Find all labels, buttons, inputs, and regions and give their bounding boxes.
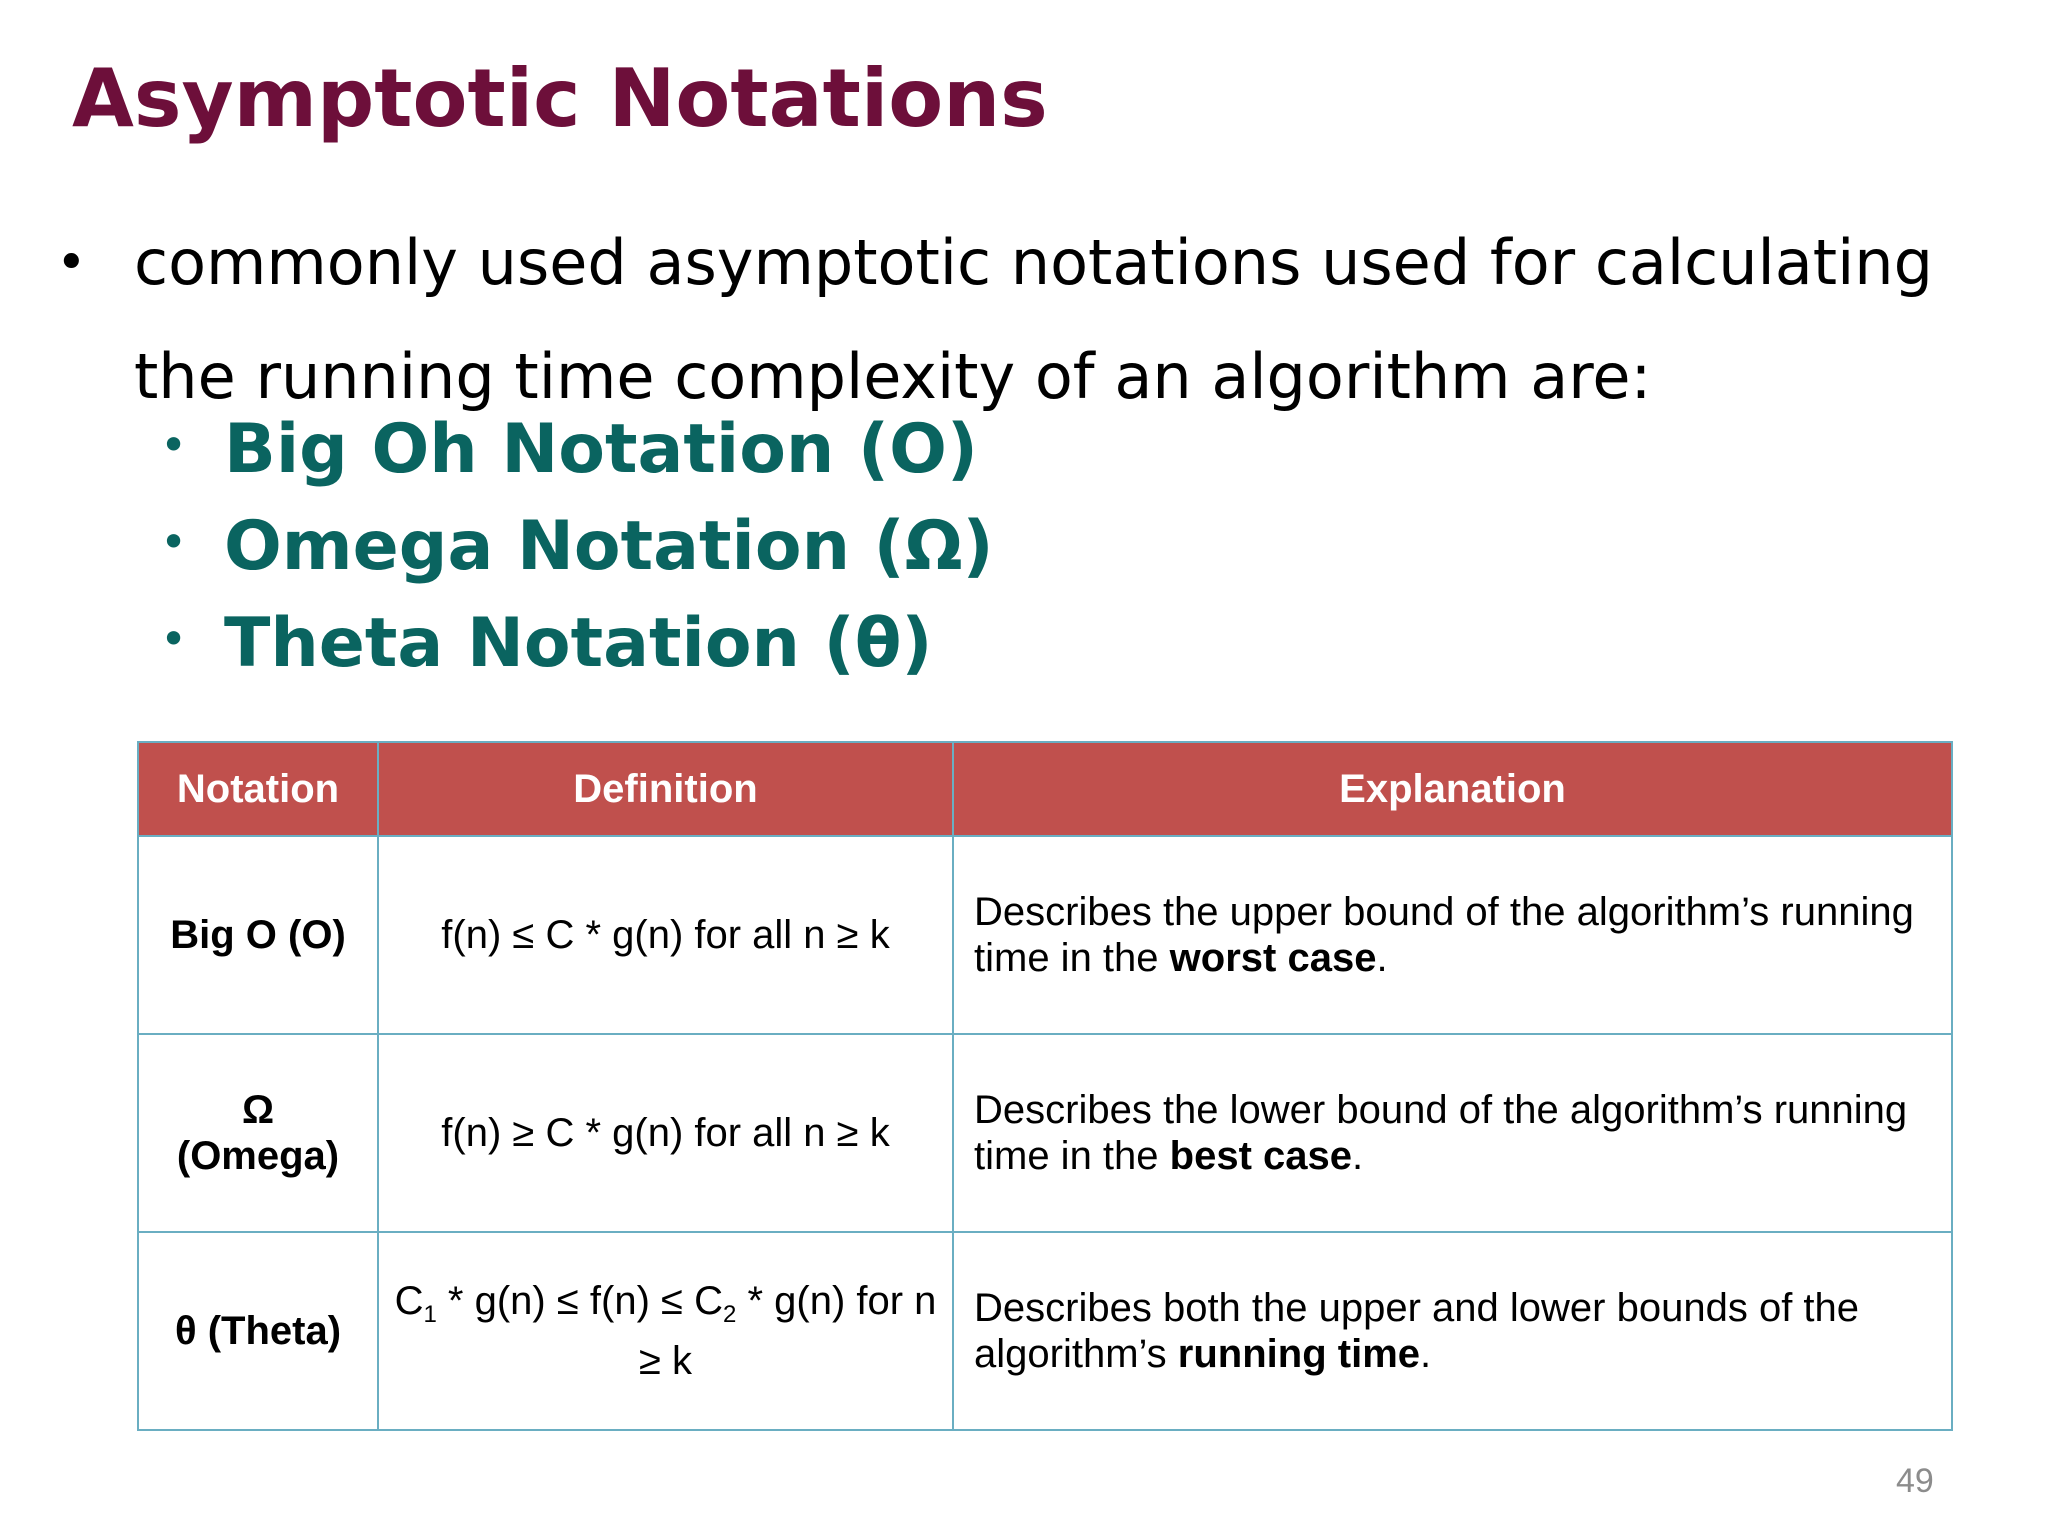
explanation-cell	[953, 836, 1952, 1034]
notation-name: (Omega)	[176, 1134, 340, 1178]
definition-part: * g(n) for n ≥ k	[638, 1279, 937, 1383]
table-header-row	[138, 742, 1952, 836]
definition-cell	[378, 1232, 953, 1430]
list-item-label: Omega Notation (Ω)	[224, 507, 994, 586]
definition-cell: f(n) ≥ C * g(n) for all n ≥ k	[378, 1034, 953, 1232]
slide-title: Asymptotic Notations	[72, 52, 1048, 145]
explanation-text: Describes the lower bound of the algorithm’s running time in the	[974, 1088, 1908, 1178]
explanation-cell	[953, 1232, 1952, 1430]
column-header-explanation: Explanation	[953, 742, 1952, 836]
notation-cell: Big O (O)	[138, 836, 378, 1034]
bullet-dot: •	[160, 612, 188, 666]
intro-bullet-text: commonly used asymptotic notations used for calculating the running time complexity of an algorithm are:	[134, 226, 1933, 413]
definition-part: C	[394, 1279, 424, 1323]
explanation-cell	[953, 1034, 1952, 1232]
table-row	[138, 836, 1952, 1034]
notation-cell: θ (Theta)	[138, 1232, 378, 1430]
bullet-dot: •	[160, 515, 188, 569]
bullet-dot: •	[56, 233, 87, 293]
subscript: 2	[722, 1301, 737, 1328]
list-item-label: Theta Notation (θ)	[224, 604, 933, 683]
explanation-end: .	[1352, 1134, 1364, 1178]
bullet-dot: •	[160, 418, 188, 472]
page-number: 49	[1896, 1462, 1934, 1500]
table-row	[138, 1232, 1952, 1430]
subscript: 1	[423, 1301, 437, 1328]
column-header-definition: Definition	[378, 742, 953, 836]
explanation-end: .	[1420, 1332, 1432, 1376]
column-header-notation: Notation	[138, 742, 378, 836]
explanation-emphasis: worst case	[1169, 936, 1377, 980]
explanation-text: Describes the upper bound of the algorithm’s running time in the	[974, 890, 1914, 980]
notation-symbol: Ω	[241, 1088, 275, 1132]
definition-cell: f(n) ≤ C * g(n) for all n ≥ k	[378, 836, 953, 1034]
notation-cell	[138, 1034, 378, 1232]
notations-table	[137, 741, 1953, 1431]
list-item-label: Big Oh Notation (O)	[224, 410, 978, 489]
explanation-end: .	[1376, 936, 1388, 980]
table-row	[138, 1034, 1952, 1232]
explanation-text: Describes both the upper and lower bounds of the algorithm’s	[974, 1286, 1860, 1376]
definition-part: * g(n) ≤ f(n) ≤ C	[436, 1279, 723, 1323]
explanation-emphasis: best case	[1169, 1134, 1352, 1178]
explanation-emphasis: running time	[1177, 1332, 1421, 1376]
